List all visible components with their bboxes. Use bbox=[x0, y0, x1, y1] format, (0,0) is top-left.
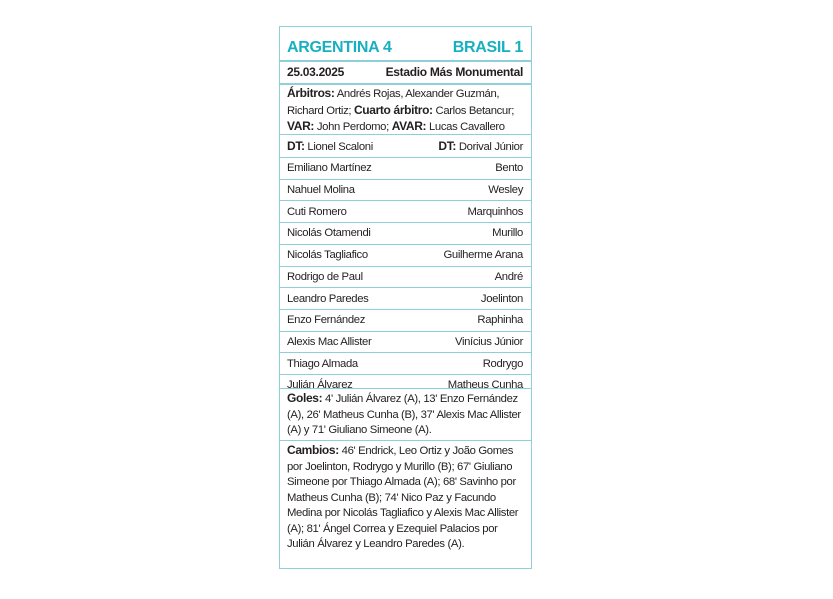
home-team-score bbox=[287, 39, 392, 57]
home-player: Emiliano Martínez bbox=[287, 162, 372, 175]
lineup-row bbox=[280, 288, 531, 309]
lineup-row bbox=[280, 332, 531, 353]
home-player: Rodrigo de Paul bbox=[287, 270, 363, 283]
away-player: Bento bbox=[495, 162, 523, 175]
substitutions-label: Cambios: bbox=[287, 443, 339, 457]
home-player: Julián Álvarez bbox=[287, 379, 353, 392]
away-team-name: BRASIL bbox=[452, 39, 511, 56]
away-player: Joelinton bbox=[480, 292, 523, 305]
coaches-row bbox=[280, 135, 531, 157]
home-score: 4 bbox=[382, 39, 392, 56]
away-coach bbox=[438, 139, 523, 153]
lineup-row bbox=[280, 158, 531, 179]
home-coach-name: Lionel Scaloni bbox=[307, 141, 373, 153]
away-player: Raphinha bbox=[477, 314, 523, 327]
referees-text: Andrés Rojas, Alexander Guzmán, Richard Ortiz; bbox=[287, 88, 500, 117]
lineup-row bbox=[280, 201, 531, 222]
officials-block bbox=[280, 86, 531, 136]
lineup-row bbox=[280, 245, 531, 266]
substitutions-block bbox=[280, 443, 531, 553]
home-coach bbox=[287, 139, 373, 153]
home-player: Nahuel Molina bbox=[287, 184, 355, 197]
home-player: Thiago Almada bbox=[287, 357, 358, 370]
away-player: Murillo bbox=[492, 227, 523, 240]
home-player: Alexis Mac Allister bbox=[287, 335, 372, 348]
away-player: Vinícius Júnior bbox=[454, 335, 523, 348]
match-report-card bbox=[279, 26, 532, 569]
coach-label: DT: bbox=[438, 139, 457, 153]
away-team-score bbox=[453, 39, 523, 57]
score-header bbox=[280, 36, 531, 60]
divider bbox=[280, 388, 531, 389]
goals-text: 4' Julián Álvarez (A), 13' Enzo Fernández (A), 26' Matheus Cunha (B), 37' Alexis Mac Allister (A) y 71' Giuliano Simeone (A). bbox=[287, 393, 521, 436]
lineup-row bbox=[280, 223, 531, 244]
lineup-row bbox=[280, 310, 531, 331]
lineup-row bbox=[280, 353, 531, 374]
match-venue: Estadio Más Monumental bbox=[385, 65, 523, 79]
fourth-official-text: Carlos Betancur; bbox=[435, 104, 515, 117]
goals-label: Goles: bbox=[287, 391, 323, 405]
away-player: Guilherme Arana bbox=[443, 249, 523, 262]
fourth-official-label: Cuarto árbitro: bbox=[353, 102, 433, 117]
away-player: Marquinhos bbox=[467, 205, 523, 218]
goals-block bbox=[280, 391, 531, 439]
lineup-row bbox=[280, 267, 531, 288]
referees-label: Árbitros: bbox=[287, 86, 335, 100]
var-label: VAR: bbox=[287, 119, 315, 133]
away-player: Wesley bbox=[488, 184, 523, 197]
match-date: 25.03.2025 bbox=[287, 65, 345, 79]
away-player: Rodrygo bbox=[482, 357, 523, 370]
divider bbox=[280, 83, 531, 85]
avar-text: Lucas Cavallero bbox=[428, 121, 505, 133]
divider bbox=[280, 440, 531, 441]
home-player: Cuti Romero bbox=[287, 205, 347, 218]
coach-label: DT: bbox=[287, 139, 305, 153]
substitutions-text: 46' Endrick, Leo Ortiz y João Gomes por Joelinton, Rodrygo y Murillo (B); 67' Giuliano Simeone por Thiago Almada (A); 68' Savinho por Matheus Cunha (B); 74' Nico Paz y Facundo Medina por Nicolás Tagliafico y Alexis Mac Allister (A); 81' Ángel Correa y Ezequiel Palacios por Julián Álvarez y Leandro Paredes (A). bbox=[287, 445, 519, 550]
lineup-row bbox=[280, 180, 531, 201]
match-meta bbox=[280, 61, 531, 83]
home-player: Nicolás Tagliafico bbox=[287, 249, 368, 262]
home-team-name: ARGENTINA bbox=[287, 39, 379, 56]
away-player: Matheus Cunha bbox=[447, 379, 523, 392]
home-player: Leandro Paredes bbox=[287, 292, 369, 305]
home-player: Enzo Fernández bbox=[287, 314, 365, 327]
away-coach-name: Dorival Júnior bbox=[458, 141, 523, 153]
away-score: 1 bbox=[514, 39, 523, 56]
home-player: Nicolás Otamendi bbox=[287, 227, 371, 240]
avar-label: AVAR: bbox=[391, 119, 427, 133]
away-player: André bbox=[494, 270, 523, 283]
var-text: John Perdomo; bbox=[316, 121, 389, 133]
